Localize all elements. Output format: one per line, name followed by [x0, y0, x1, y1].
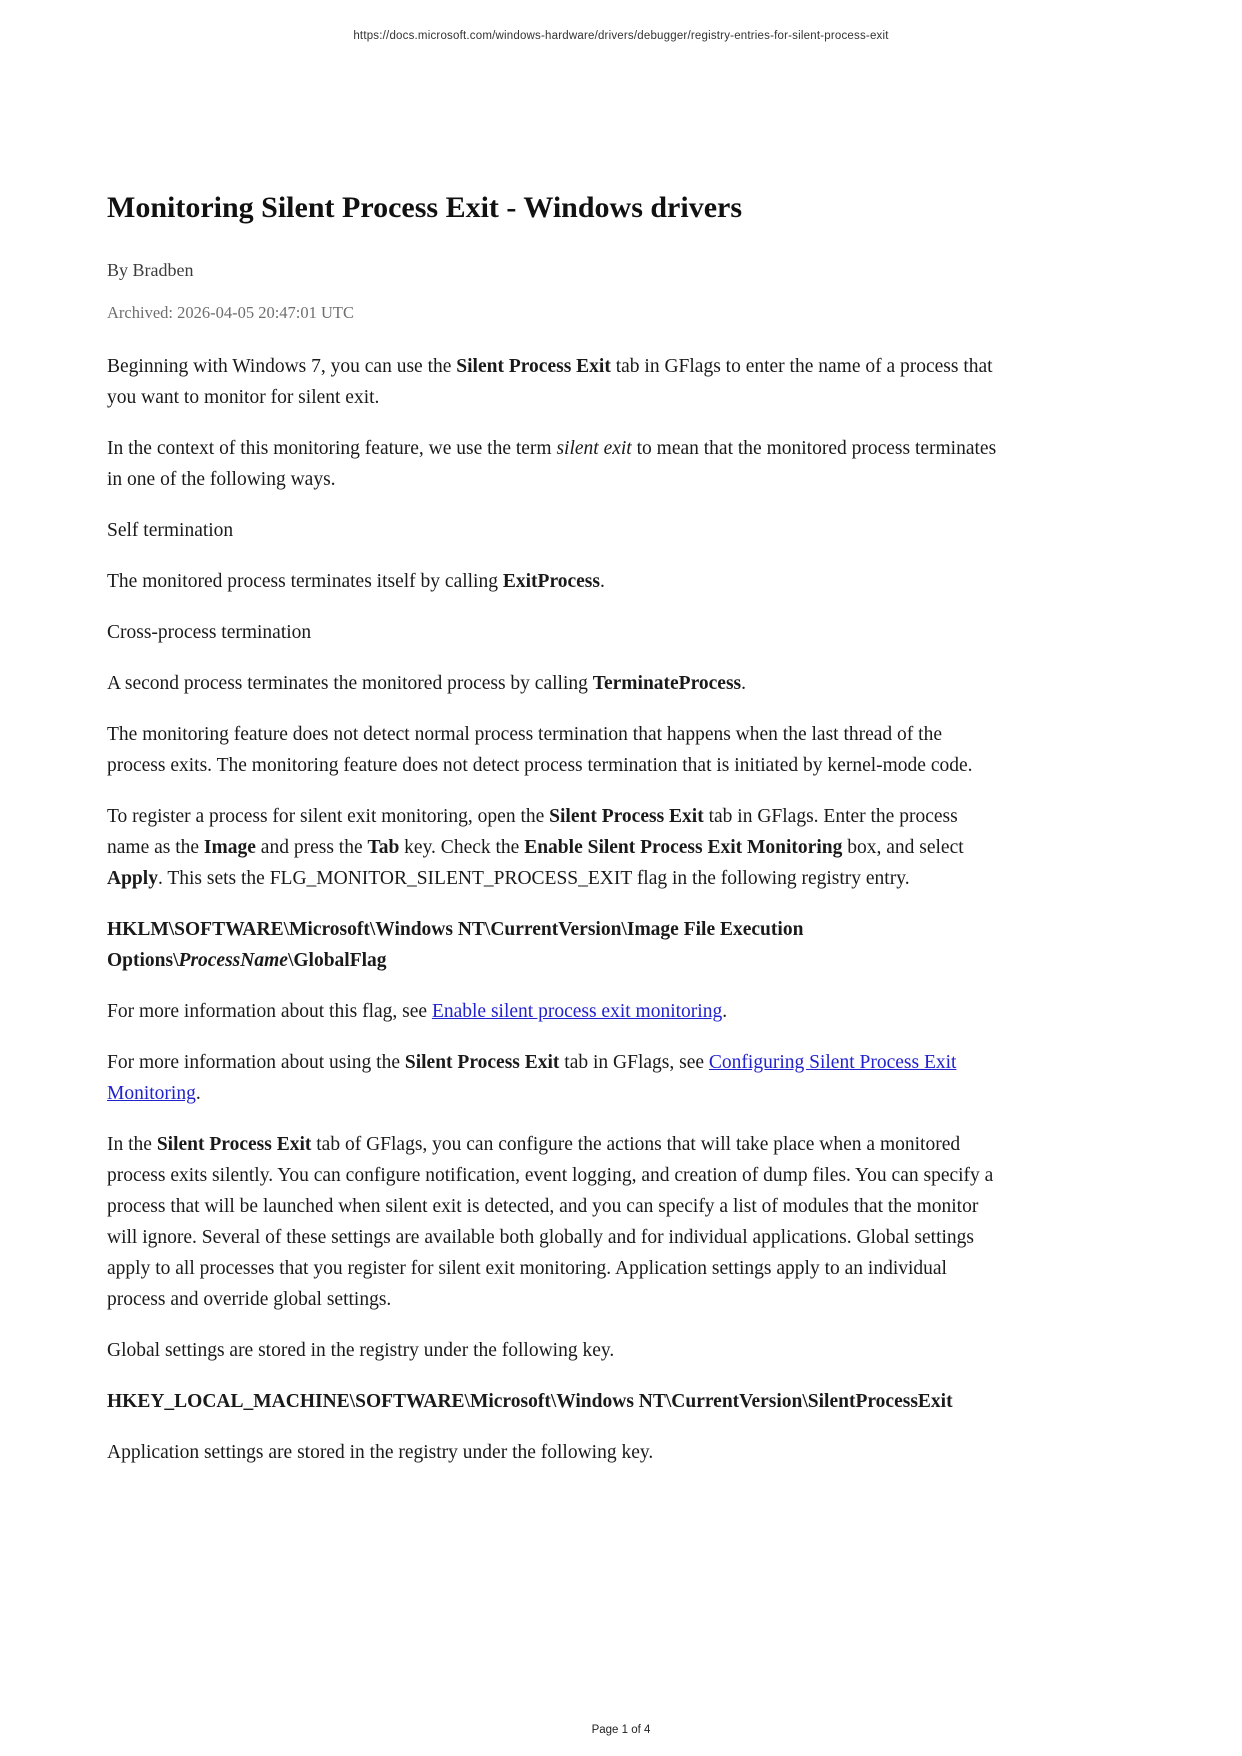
text-segment: silent exit: [556, 438, 632, 459]
text-segment: The monitoring feature does not detect normal process termination that happens when the last thread of the process exits. The monitoring feature does not detect process termination that is initiated by kernel-mode code.: [107, 724, 973, 776]
text-segment: Silent Process Exit: [549, 806, 704, 827]
text-segment: A second process terminates the monitored process by calling: [107, 673, 593, 694]
text-segment: .: [599, 571, 605, 592]
text-segment: .: [722, 1001, 728, 1022]
paragraph: [107, 1129, 999, 1315]
paragraph: [107, 351, 999, 413]
text-segment: ProcessName: [178, 950, 288, 971]
text-segment: Beginning with Windows 7, you can use the: [107, 356, 457, 377]
text-segment: TerminateProcess: [592, 673, 742, 694]
article-byline: By Bradben: [107, 260, 194, 280]
text-segment: .: [195, 1083, 201, 1104]
link-configuring-silent-process-exit-monitoring[interactable]: Configuring Silent Process Exit Monitoring: [107, 1052, 957, 1104]
link-enable-silent-process-exit-monitoring[interactable]: Enable silent process exit monitoring: [431, 1001, 723, 1022]
text-segment: Cross-process termination: [107, 622, 312, 643]
text-segment: For more information about this flag, see: [107, 1001, 432, 1022]
article: [107, 190, 999, 1488]
paragraph: [107, 1335, 999, 1366]
text-segment: Application settings are stored in the registry under the following key.: [107, 1442, 654, 1463]
paragraph: [107, 1047, 999, 1109]
text-segment: box, and select: [842, 837, 964, 858]
text-segment: . This sets the FLG_MONITOR_SILENT_PROCESS_EXIT flag in the following registry entry.: [157, 868, 910, 889]
text-segment: For more information about using the: [107, 1052, 405, 1073]
text-segment: Image: [203, 837, 256, 858]
paragraph: [107, 668, 999, 699]
paragraph: [107, 914, 999, 976]
paragraph: [107, 617, 999, 648]
text-segment: tab of GFlags, you can configure the actions that will take place when a monitored process exits silently. You can configure notification, event logging, and creation of dump files. You can specify a process that will be launched when silent exit is detected, and you can specify a list of modules that the monitor will ignore. Several of these settings are available both globally and for individual applications. Global settings apply to all processes that you register for silent exit monitoring. Application settings apply to an individual process and override global settings.: [107, 1134, 994, 1310]
text-segment: In the context of this monitoring feature, we use the term: [107, 438, 557, 459]
text-segment: \GlobalFlag: [287, 950, 387, 971]
document-header-url: https://docs.microsoft.com/windows-hardware/drivers/debugger/registry-entries-for-silent-process-exit: [353, 30, 889, 42]
text-segment: Silent Process Exit: [156, 1134, 312, 1155]
article-body: [107, 351, 999, 1468]
paragraph: [107, 996, 999, 1027]
text-segment: and press the: [255, 837, 368, 858]
text-segment: Global settings are stored in the registry under the following key.: [107, 1340, 615, 1361]
paragraph: [107, 566, 999, 597]
text-segment: To register a process for silent exit monitoring, open the: [107, 806, 550, 827]
paragraph: [107, 515, 999, 546]
paragraph: [107, 433, 999, 495]
paragraph: [107, 719, 999, 781]
text-segment: tab in GFlags. Enter the process name as the: [107, 806, 958, 858]
text-segment: Silent Process Exit: [456, 356, 611, 377]
text-segment: .: [741, 673, 747, 694]
text-segment: Apply: [107, 868, 158, 889]
page-number: Page 1 of 4: [591, 1724, 651, 1736]
text-segment: ExitProcess: [502, 571, 600, 592]
text-segment: key. Check the: [399, 837, 525, 858]
text-segment: Tab: [367, 837, 400, 858]
paragraph: [107, 1437, 999, 1468]
text-segment: to mean that the monitored process terminates in one of the following ways.: [107, 438, 997, 490]
article-title: Monitoring Silent Process Exit - Windows drivers: [107, 191, 743, 224]
text-segment: Silent Process Exit: [404, 1052, 560, 1073]
text-segment: HKLM\SOFTWARE\Microsoft\Windows NT\CurrentVersion\Image File Execution Options\: [107, 919, 804, 971]
text-segment: Enable Silent Process Exit Monitoring: [524, 837, 843, 858]
text-segment: In the: [107, 1134, 157, 1155]
article-archived-timestamp: Archived: 2026-04-05 20:47:01 UTC: [107, 303, 355, 322]
paragraph: [107, 801, 999, 894]
text-segment: tab in GFlags to enter the name of a process that you want to monitor for silent exit.: [107, 356, 993, 408]
text-segment: Self termination: [107, 520, 234, 541]
text-segment: HKEY_LOCAL_MACHINE\SOFTWARE\Microsoft\Windows NT\CurrentVersion\SilentProcessExit: [107, 1391, 953, 1412]
paragraph: [107, 1386, 999, 1417]
text-segment: The monitored process terminates itself by calling: [107, 571, 503, 592]
text-segment: tab in GFlags, see: [559, 1052, 709, 1073]
